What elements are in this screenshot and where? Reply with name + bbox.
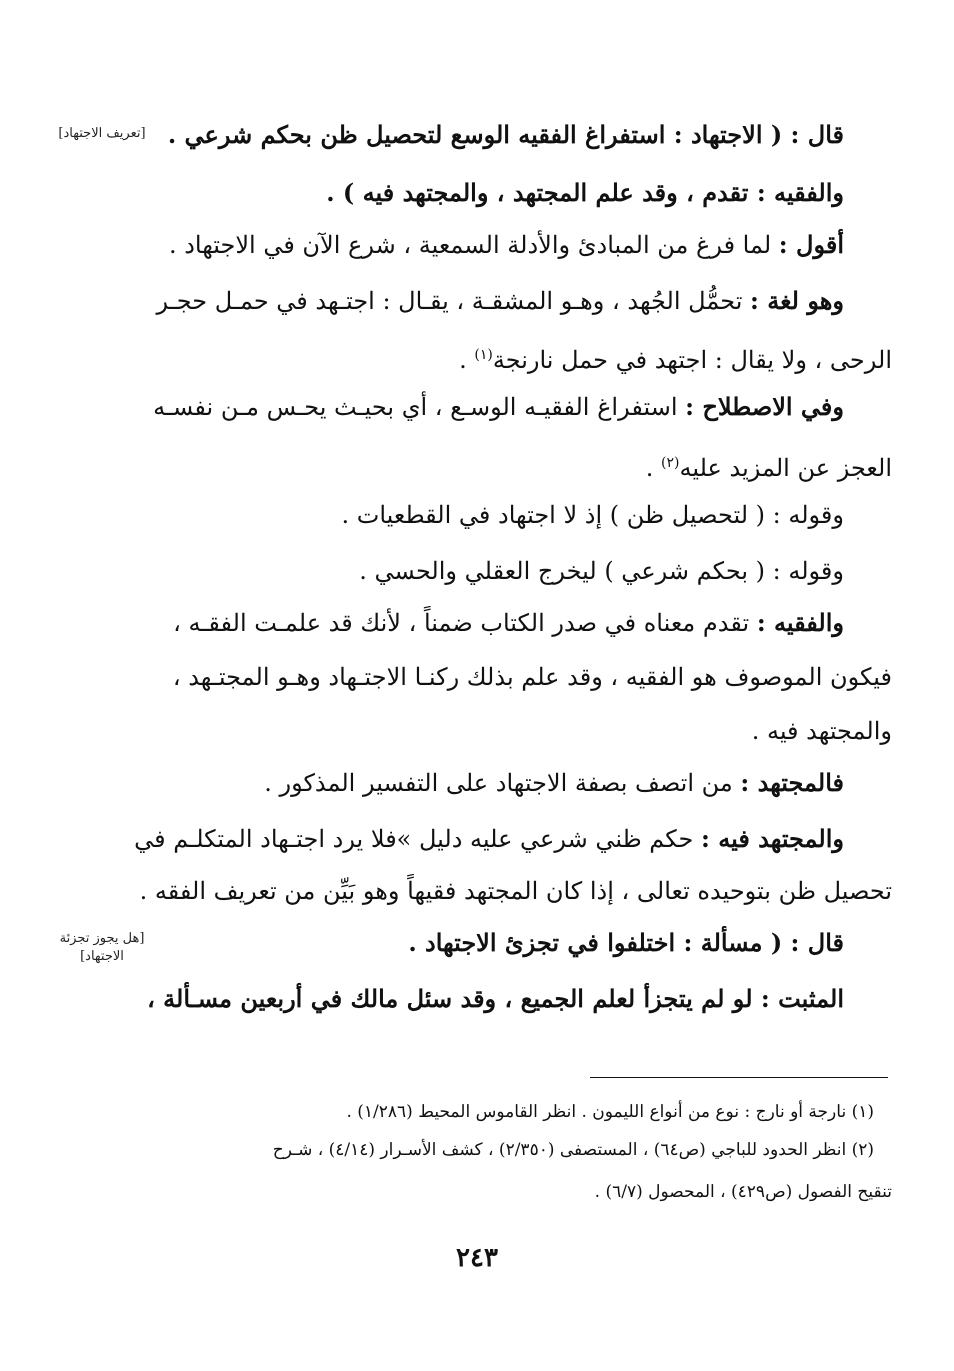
page-number: ٢٤٣ (456, 1243, 498, 1273)
body-line-2: والفقيه : تقدم ، وقد علم المجتهد ، والمجتهد فيه ) . (326, 178, 844, 207)
body-line-10 (62, 606, 844, 640)
body-line-9: وقوله : ( بحكم شرعي ) ليخرج العقلي والحسي . (359, 557, 844, 585)
term-faqih: والفقيه : (756, 608, 844, 637)
body-line-8: وقوله : ( لتحصيل ظن ) إذ لا اجتهاد في القطعيات . (341, 501, 844, 529)
footnote-2: (٢) انظر الحدود للباجي (ص٦٤) ، المستصفى (٢/٣٥٠) ، كشف الأسـرار (٤/١٤) ، شـرح (272, 1140, 874, 1160)
body-line-17: المثبت : لو لم يتجزأ لعلم الجميع ، وقد سئل مالك في أربعين مسـألة ، (147, 984, 844, 1013)
footnote-1: (١) نارجة أو نارج : نوع من أنواع الليمون . انظر القاموس المحيط (١/٢٨٦) . (346, 1102, 874, 1122)
term-mujtahad-fih: والمجتهد فيه : (701, 824, 844, 853)
body-line-5-text: الرحى ، ولا يقال : اجتهد في حمل نارنجة (492, 346, 892, 374)
body-line-7-text: العجز عن المزيد عليه (679, 454, 892, 482)
term-aqul: أقول : (778, 230, 844, 259)
body-line-14-text: حكم ظني شرعي عليه دليل »فلا يرد اجتـهاد المتكلـم في (134, 825, 701, 853)
footnote-ref-1: (١) (474, 347, 493, 363)
margin-note-partition: [هل يجوز تجزئة الاجتهاد] (59, 931, 145, 964)
footnote-2-cont: تنقيح الفصول (ص٤٢٩) ، المحصول (٦/٧) . (594, 1182, 892, 1202)
body-line-13 (62, 766, 844, 800)
term-mujtahid: فالمجتهد : (740, 768, 844, 797)
body-line-1: قال : ( الاجتهاد : استفراغ الفقيه الوسع لتحصيل ظن بحكم شرعي . (167, 120, 844, 149)
body-line-5-end: . (459, 346, 475, 374)
body-line-6 (62, 390, 844, 424)
body-line-3 (62, 228, 844, 262)
body-line-15: تحصيل ظن بتوحيده تعالى ، إذا كان المجتهد فقيهاً وهو بَيِّن من تعريف الفقه . (139, 877, 892, 905)
body-line-10-text: تقدم معناه في صدر الكتاب ضمناً ، لأنك قد علمـت الفقـه ، (173, 609, 757, 637)
footnote-ref-2: (٢) (661, 455, 680, 471)
body-line-13-text: من اتصف بصفة الاجتهاد على التفسير المذكور . (264, 769, 741, 797)
body-line-14 (62, 822, 844, 856)
body-line-3-text: لما فرغ من المبادئ والأدلة السمعية ، شرع الآن في الاجتهاد . (168, 231, 779, 259)
body-line-4-text: تحمُّل الجُهد ، وهـو المشقـة ، يقـال : اجتـهد في حمـل حجـر (156, 287, 751, 315)
term-istilah: وفي الاصطلاح : (685, 392, 844, 421)
body-line-16: قال : ( مسألة : اختلفوا في تجزئ الاجتهاد . (408, 928, 844, 957)
body-line-5 (62, 338, 892, 377)
footnote-divider (590, 1077, 888, 1078)
body-line-4 (62, 284, 844, 318)
body-line-11: فيكون الموصوف هو الفقيه ، وقد علم بذلك ركنـا الاجتـهاد وهـو المجتـهد ، (172, 663, 892, 691)
body-line-6-text: استفراغ الفقيـه الوسـع ، أي بحيـث يحـس مـن نفسـه (153, 393, 686, 421)
margin-note-definition: [تعريف الاجتهاد] (58, 126, 146, 141)
body-line-12: والمجتهد فيه . (751, 717, 892, 745)
body-line-7-end: . (645, 454, 661, 482)
term-lughah: وهو لغة : (750, 286, 844, 315)
body-line-7 (62, 446, 892, 485)
